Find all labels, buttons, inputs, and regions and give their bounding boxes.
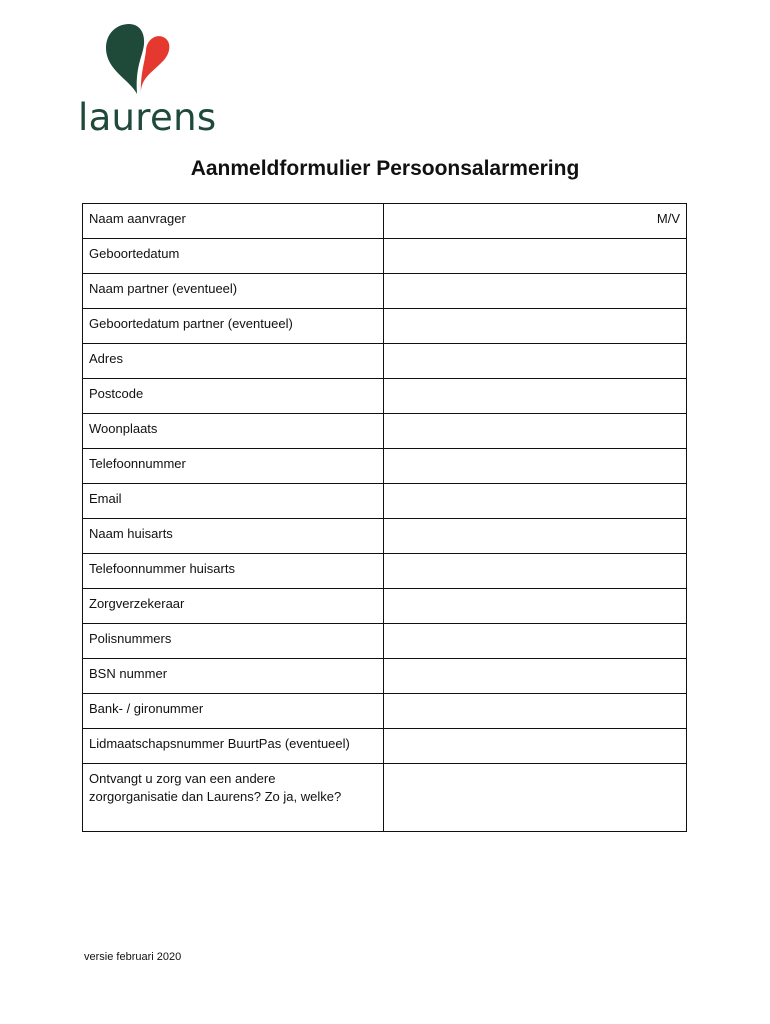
field-label-naam-huisarts: Naam huisarts: [83, 519, 384, 554]
field-label-postcode: Postcode: [83, 379, 384, 414]
field-label-andere-zorgorganisatie: [83, 764, 384, 832]
field-input-geboortedatum[interactable]: [384, 239, 687, 274]
field-input-naam-aanvrager[interactable]: [384, 204, 687, 239]
form-row: [83, 659, 687, 694]
laurens-logo: [78, 22, 217, 139]
form-row: [83, 344, 687, 379]
field-label-email: Email: [83, 484, 384, 519]
field-label-naam-aanvrager: Naam aanvrager: [83, 204, 384, 239]
field-input-naam-partner[interactable]: [384, 274, 687, 309]
field-input-postcode[interactable]: [384, 379, 687, 414]
field-input-zorgverzekeraar[interactable]: [384, 589, 687, 624]
field-input-woonplaats[interactable]: [384, 414, 687, 449]
field-label-polisnummers: Polisnummers: [83, 624, 384, 659]
field-input-naam-huisarts[interactable]: [384, 519, 687, 554]
field-label-woonplaats: Woonplaats: [83, 414, 384, 449]
field-input-andere-zorgorganisatie[interactable]: [384, 764, 687, 832]
laurens-wordmark: laurens: [78, 96, 217, 139]
form-row: [83, 379, 687, 414]
field-label-bank-gironummer: Bank- / gironummer: [83, 694, 384, 729]
form-row: [83, 414, 687, 449]
field-input-telefoonnummer-huisarts[interactable]: [384, 554, 687, 589]
field-label-geboortedatum-partner: Geboortedatum partner (eventueel): [83, 309, 384, 344]
form-row: [83, 449, 687, 484]
field-label-bsn-nummer: BSN nummer: [83, 659, 384, 694]
form-row: [83, 694, 687, 729]
field-input-bsn-nummer[interactable]: [384, 659, 687, 694]
form-row: [83, 589, 687, 624]
field-label-zorgverzekeraar: Zorgverzekeraar: [83, 589, 384, 624]
field-label-line: Ontvangt u zorg van een andere: [89, 771, 276, 786]
field-label-geboortedatum: Geboortedatum: [83, 239, 384, 274]
field-input-adres[interactable]: [384, 344, 687, 379]
registration-form-table: [82, 203, 687, 832]
field-input-lidmaatschapsnummer[interactable]: [384, 729, 687, 764]
field-input-geboortedatum-partner[interactable]: [384, 309, 687, 344]
page-title: Aanmeldformulier Persoonsalarmering: [190, 157, 580, 180]
laurens-logo-icon: [104, 22, 172, 96]
form-row: [83, 204, 687, 239]
version-footer: versie februari 2020: [84, 951, 182, 963]
form-row: [83, 519, 687, 554]
form-row: [83, 764, 687, 832]
form-row: [83, 554, 687, 589]
field-label-telefoonnummer-huisarts: Telefoonnummer huisarts: [83, 554, 384, 589]
gender-mv-label: M/V: [656, 211, 680, 226]
field-label-naam-partner: Naam partner (eventueel): [83, 274, 384, 309]
field-label-adres: Adres: [83, 344, 384, 379]
field-label-telefoonnummer: Telefoonnummer: [83, 449, 384, 484]
field-label-lidmaatschapsnummer: Lidmaatschapsnummer BuurtPas (eventueel): [83, 729, 384, 764]
form-row: [83, 729, 687, 764]
field-input-polisnummers[interactable]: [384, 624, 687, 659]
form-row: [83, 274, 687, 309]
form-row: [83, 309, 687, 344]
field-input-bank-gironummer[interactable]: [384, 694, 687, 729]
form-row: [83, 484, 687, 519]
form-row: [83, 624, 687, 659]
form-row: [83, 239, 687, 274]
field-input-telefoonnummer[interactable]: [384, 449, 687, 484]
field-input-email[interactable]: [384, 484, 687, 519]
field-label-line: zorgorganisatie dan Laurens? Zo ja, welke?: [89, 789, 342, 804]
